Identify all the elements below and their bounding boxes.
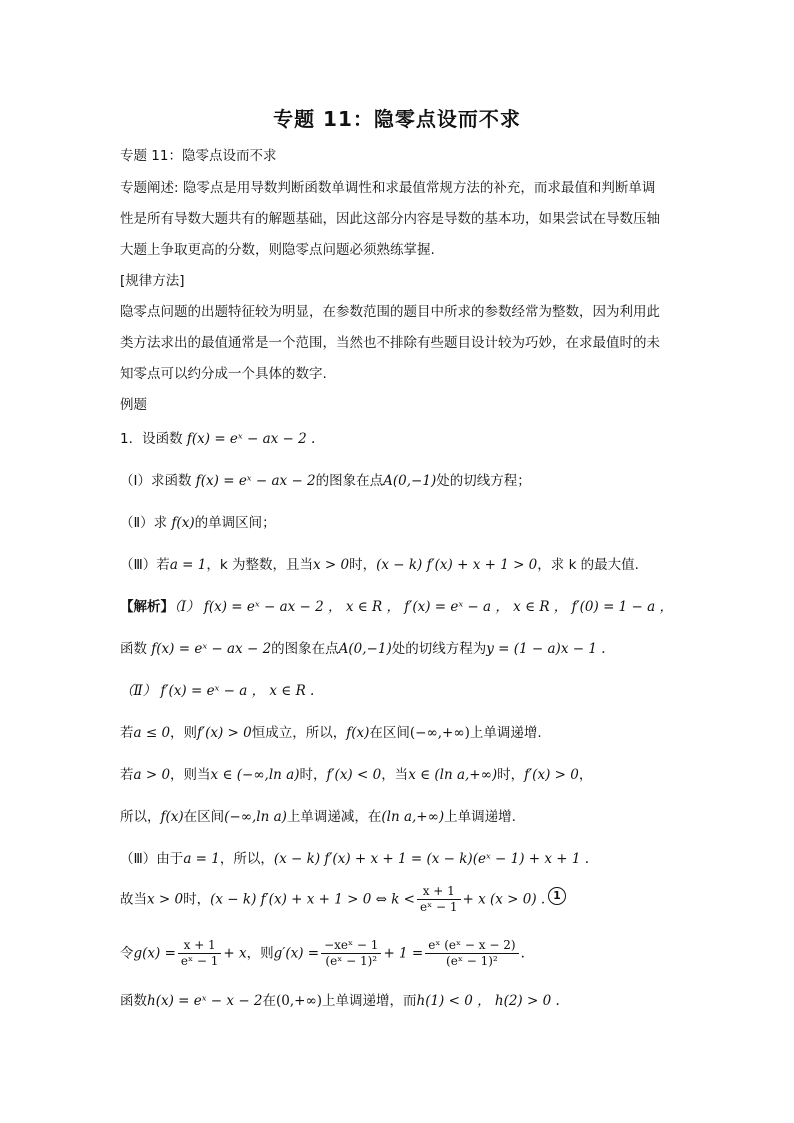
s5-math-2: x ∈ (−∞,ln a) — [210, 767, 300, 783]
solution-label: 【解析】 — [120, 599, 174, 615]
s2-text-c: 处的切线方程为 — [391, 641, 487, 657]
s7-text-a: （Ⅲ）由于 — [120, 851, 184, 867]
s9-end: . — [520, 945, 525, 962]
problem-stem — [120, 430, 680, 448]
s9-fraction-1-denominator: eˣ − 1 — [180, 954, 219, 968]
part-1-math-1: f(x) = eˣ − ax − 2 — [195, 473, 316, 489]
s7-math-2: (x − k) f′(x) + x + 1 = (x − k)(eˣ − 1) + x + 1 . — [273, 851, 590, 867]
s8-fraction-numerator: x + 1 — [417, 884, 461, 900]
s10-math-3: h(1) < 0 ， h(2) > 0 . — [416, 993, 560, 1009]
s9-text-b: ，则 — [246, 945, 274, 962]
intro-line-2: 性是所有导数大题共有的解题基础，因此这部分内容是导数的基本功，如果尝试在导数压轴 — [120, 211, 660, 227]
problem-part-1 — [120, 472, 680, 490]
method-line-3: 知零点可以约分成一个具体的数字. — [120, 366, 327, 382]
s8-fraction — [417, 884, 461, 915]
s6-math-1: f(x) — [160, 809, 184, 825]
s10-text-a: 函数 — [120, 993, 147, 1009]
document-title: 专题 11：隐零点设而不求 — [273, 107, 521, 131]
problem-part-3 — [120, 556, 680, 574]
s6-text-a: 所以， — [120, 809, 161, 825]
s4-text-b: ，则 — [170, 725, 198, 741]
s2-math-3: y = (1 − a)x − 1 . — [486, 641, 606, 657]
solution-line-10 — [120, 992, 680, 1010]
intro-line-1: 专题阐述: 隐零点是用导数判断函数单调性和求最值常规方法的补充，而求最值和判断单调 — [120, 180, 656, 196]
s4-math-4: (−∞,+∞) — [409, 725, 470, 741]
s8-math-2: (x − k) f′(x) + x + 1 > 0 ⇔ k < — [210, 891, 415, 908]
s2-text-b: 的图象在点 — [271, 641, 339, 657]
s4-math-2: f′(x) > 0 — [197, 725, 252, 741]
s9-fraction-3-numerator: eˣ (eˣ − x − 2) — [425, 938, 518, 954]
part-1-math-2: A(0,−1) — [383, 473, 437, 489]
s9-fraction-2-numerator: −xeˣ − 1 — [321, 938, 381, 954]
s5-text-f: ， — [578, 767, 593, 783]
s9-math-3: g′(x) = — [273, 945, 320, 962]
s9-fraction-2-denominator: (eˣ − 1)² — [325, 954, 378, 968]
part-3-text-d: ，求 k 的最大值. — [537, 557, 639, 573]
solution-line-1 — [120, 598, 680, 616]
s5-text-e: 时， — [497, 767, 525, 783]
part-3-math-1: a = 1 — [169, 557, 207, 573]
s7-math-1: a = 1 — [183, 851, 220, 867]
s10-text-c: 上单调递增，而 — [322, 993, 417, 1009]
part-1-text-a: （Ⅰ）求函数 — [120, 473, 196, 489]
s5-text-a: 若 — [120, 767, 134, 783]
s8-text-b: 时， — [183, 891, 211, 908]
s9-math-2: + x — [223, 945, 247, 962]
s9-fraction-1 — [178, 938, 222, 969]
part-1-text-b: 的图象在点 — [315, 473, 384, 489]
intro-line-3: 大题上争取更高的分数，则隐零点问题必须熟练掌握. — [120, 242, 435, 258]
part-3-text-a: （Ⅲ）若 — [120, 557, 170, 573]
s8-math-3: + x (x > 0) . — [462, 891, 546, 908]
s6-text-d: 上单调递增. — [444, 809, 516, 825]
part-3-math-2: x > 0 — [312, 557, 350, 573]
s4-text-c: 恒成立，所以， — [251, 725, 347, 741]
s6-math-3: (ln a,+∞) — [381, 809, 445, 825]
problem-stem-prefix: 1．设函数 — [120, 431, 187, 447]
s2-math-2: A(0,−1) — [338, 641, 392, 657]
s6-math-2: (−∞,ln a) — [224, 809, 287, 825]
part-2-text-b: 的单调区间； — [194, 515, 276, 531]
part-2-text-a: （Ⅱ）求 — [120, 515, 172, 531]
solution-line-3 — [120, 682, 680, 700]
s9-fraction-3-denominator: (eˣ − 1)² — [446, 954, 498, 968]
s9-text-a: 令 — [120, 945, 134, 962]
s10-math-1: h(x) = eˣ − x − 2 — [147, 993, 263, 1009]
method-header: [规律方法] — [120, 273, 185, 289]
s3-math: （Ⅱ） f′(x) = eˣ − a ， x ∈ R . — [120, 683, 315, 699]
s8-fraction-denominator: eˣ − 1 — [419, 900, 458, 914]
solution-line-7 — [120, 850, 680, 868]
s4-text-a: 若 — [120, 725, 134, 741]
solution-line-9 — [120, 938, 680, 969]
s2-text-a: 函数 — [120, 641, 152, 657]
part-1-text-c: 处的切线方程； — [436, 473, 531, 489]
s7-text-b: ，所以， — [219, 851, 274, 867]
s9-fraction-2 — [321, 938, 381, 969]
s5-text-c: 时， — [299, 767, 327, 783]
s8-math-1: x > 0 — [147, 891, 184, 908]
part-2-math: f(x) — [171, 515, 195, 531]
solution-line-2 — [120, 640, 680, 658]
example-header: 例题 — [120, 397, 147, 413]
solution-line-4 — [120, 724, 680, 742]
s6-text-c: 上单调递减，在 — [286, 809, 382, 825]
s4-text-d: 在区间 — [369, 725, 410, 741]
s6-text-b: 在区间 — [183, 809, 225, 825]
solution-line-1-math: （Ⅰ） f(x) = eˣ − ax − 2 ， x ∈ R ， f′(x) = eˣ − a ， x ∈ R ， f′(0) = 1 − a ， — [174, 599, 673, 615]
s2-math-1: f(x) = eˣ − ax − 2 — [151, 641, 272, 657]
s4-text-e: 上单调递增. — [469, 725, 542, 741]
s9-math-4: + 1 = — [383, 945, 424, 962]
subtitle: 专题 11：隐零点设而不求 — [120, 148, 277, 164]
s10-text-b: 在 — [262, 993, 277, 1009]
s9-math-1: g(x) = — [133, 945, 176, 962]
method-line-2: 类方法求出的最值通常是一个范围，当然也不排除有些题目设计较为巧妙，在求最值时的未 — [120, 335, 660, 351]
s9-fraction-3 — [425, 938, 518, 969]
solution-line-6 — [120, 808, 680, 826]
s5-math-3: f′(x) < 0 — [326, 767, 382, 783]
s8-text-a: 故当 — [120, 891, 147, 908]
s5-math-5: f′(x) > 0 — [524, 767, 579, 783]
s4-math-1: a ≤ 0 — [133, 725, 171, 741]
solution-line-5 — [120, 766, 680, 784]
circled-number-marker: 1 — [548, 887, 566, 905]
part-3-math-3: (x − k) f′(x) + x + 1 > 0 — [376, 557, 538, 573]
part-3-text-b: ，k 为整数，且当 — [206, 557, 313, 573]
s5-math-1: a > 0 — [133, 767, 171, 783]
problem-part-2 — [120, 514, 680, 532]
part-3-text-c: 时， — [349, 557, 377, 573]
s4-math-3: f(x) — [346, 725, 370, 741]
method-line-1: 隐零点问题的出题特征较为明显，在参数范围的题目中所求的参数经常为整数，因为利用此 — [120, 304, 660, 320]
s10-math-2: (0,+∞) — [276, 993, 322, 1009]
s5-text-b: ，则当 — [170, 767, 211, 783]
s5-text-d: ，当 — [381, 767, 409, 783]
problem-stem-math: f(x) = eˣ − ax − 2 . — [186, 431, 316, 447]
solution-line-8 — [120, 884, 680, 915]
s5-math-4: x ∈ (ln a,+∞) — [408, 767, 498, 783]
s9-fraction-1-numerator: x + 1 — [178, 938, 222, 954]
